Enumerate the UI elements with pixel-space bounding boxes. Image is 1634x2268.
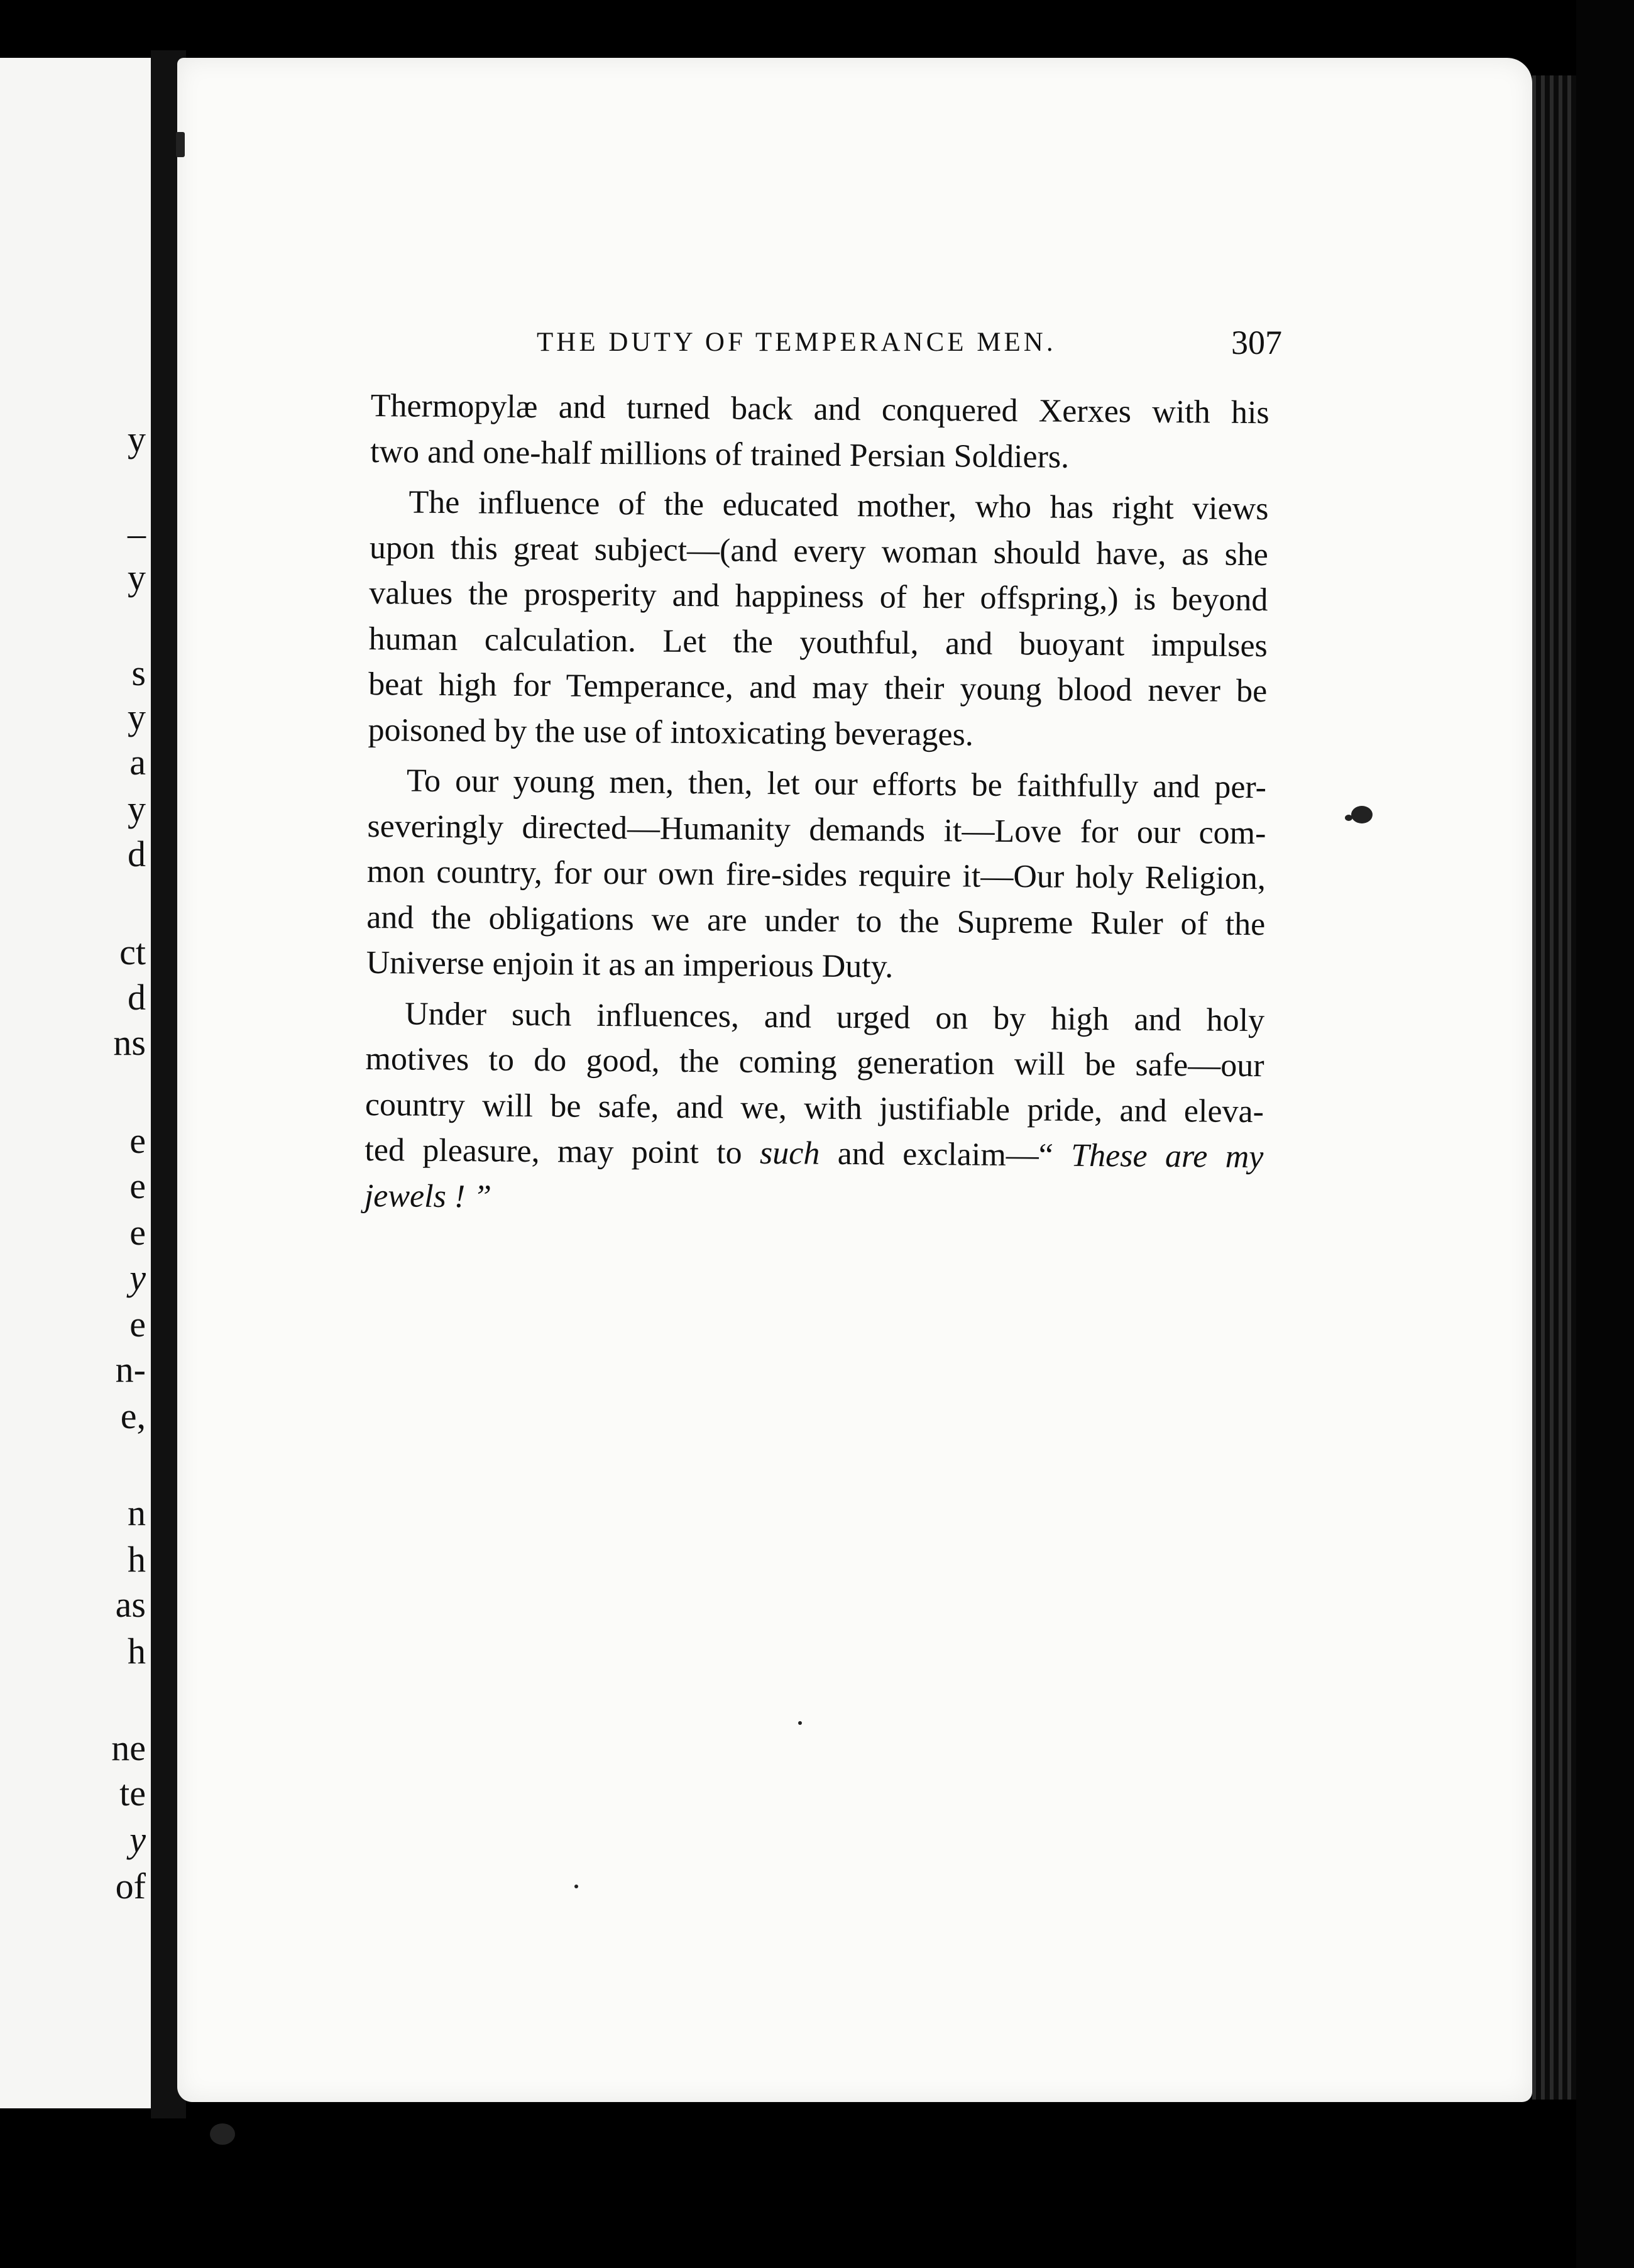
prev-page-fragment: h — [128, 1631, 146, 1671]
text-line: country will be safe, and we, with justifiable pride, and eleva- — [365, 1086, 1264, 1130]
text-run-italic: such — [759, 1135, 820, 1172]
prev-page-fragment: e — [129, 1120, 146, 1161]
prev-page-fragment: n — [128, 1492, 146, 1533]
prev-page-fragment: – — [128, 513, 146, 554]
scan-background — [1576, 0, 1634, 2268]
text-line: mon country, for our own fire-sides require it—Our holy Religion, — [366, 853, 1266, 897]
prev-page-fragment: n- — [115, 1349, 146, 1390]
ink-spot — [1351, 806, 1373, 823]
page-header — [537, 323, 1282, 367]
text-line: human calculation. Let the youthful, and buoyant impulses — [368, 620, 1268, 664]
prev-page-fragment: y — [128, 788, 146, 829]
text-line: upon this great subject—(and every woman should have, as she — [369, 529, 1269, 573]
text-line: poisoned by the use of intoxicating beverages. — [368, 712, 974, 753]
text-line: beat high for Temperance, and may their young blood never be — [368, 666, 1268, 710]
text-line: severingly directed—Humanity demands it—Love for our com- — [367, 808, 1266, 851]
prev-page-fragment: y — [128, 419, 146, 460]
prev-page-fragment: y — [128, 696, 146, 737]
text-line: Under such influences, and urged on by high and holy — [404, 995, 1265, 1038]
text-run: and exclaim—“ — [820, 1135, 1072, 1174]
prev-page-fragment: e, — [120, 1395, 146, 1436]
previous-page-edge — [0, 58, 155, 2108]
page-block-edge — [1532, 75, 1576, 2100]
prev-page-fragment: d — [128, 977, 146, 1018]
prev-page-fragment: e — [129, 1212, 146, 1253]
text-line: jewels ! ” — [364, 1177, 492, 1215]
prev-page-fragment: y — [129, 1257, 146, 1298]
text-line: two and one-half millions of trained Persian Soldiers. — [370, 433, 1070, 475]
text-line: Universe enjoin it as an imperious Duty. — [366, 944, 894, 985]
text-line: values the prosperity and happiness of her offspring,) is beyond — [369, 575, 1268, 619]
prev-page-fragment: d — [128, 834, 146, 874]
prev-page-fragment: h — [128, 1539, 146, 1580]
prev-page-fragment: ns — [113, 1022, 146, 1063]
page-number: 307 — [1231, 324, 1282, 361]
prev-page-fragment: e — [129, 1304, 146, 1345]
text-run-italic: These are my — [1071, 1137, 1264, 1175]
ink-spot — [574, 1885, 578, 1888]
prev-page-fragment: e — [129, 1165, 146, 1206]
text-run: ted pleasure, may point to — [365, 1131, 760, 1171]
running-head: THE DUTY OF TEMPERANCE MEN. — [537, 328, 1056, 357]
text-line: motives to do good, the coming generation will be safe—our — [365, 1040, 1264, 1084]
text-line: The influence of the educated mother, who has right views — [409, 484, 1269, 527]
prev-page-fragment: y — [128, 557, 146, 598]
prev-page-fragment: y — [129, 1819, 146, 1860]
text-line: To our young men, then, let our efforts be faithfully and per- — [406, 762, 1267, 806]
prev-page-fragment: te — [119, 1773, 146, 1814]
text-line: Thermopylæ and turned back and conquered Xerxes with his — [370, 387, 1269, 431]
ink-spot — [176, 132, 185, 157]
prev-page-fragment: ne — [111, 1727, 146, 1768]
text-line: and the obligations we are under to the Supreme Ruler of the — [366, 899, 1266, 942]
prev-page-fragment: ct — [119, 932, 146, 972]
prev-page-fragment: as — [115, 1584, 146, 1625]
ink-spot — [798, 1721, 802, 1725]
body-text — [365, 383, 1269, 1226]
text-line-mixed — [365, 1128, 1264, 1181]
prev-page-fragment: of — [115, 1866, 146, 1907]
ink-spot — [210, 2123, 235, 2145]
prev-page-fragment: s — [131, 652, 146, 693]
prev-page-fragment: a — [129, 742, 146, 783]
ink-spot — [1345, 815, 1352, 821]
